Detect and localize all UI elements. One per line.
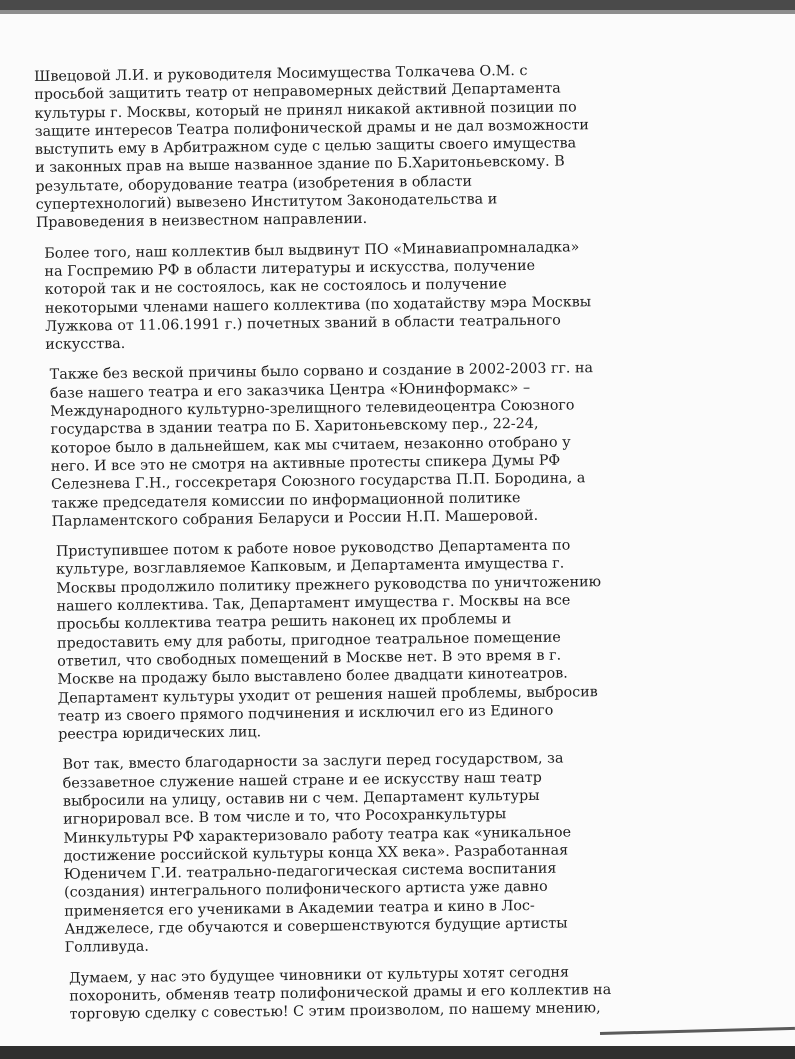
text-line: Москве на продажу было выставлено более двадцати кинотеатров. (57, 665, 568, 688)
text-line: (создания) интегрального полифонического артиста уже давно (63, 879, 548, 902)
text-line: результате, оборудование театра (изобретения в области (35, 173, 473, 195)
text-line: Международного культурно-зрелищного телевидеоцентра Союзного (50, 397, 575, 420)
text-line: театр из своего прямого подчинения и исключил его из Единого (57, 702, 554, 725)
text-line: просьбы коллектива театра решить наконец их проблемы и (56, 611, 512, 634)
text-line: Минкультуры РФ характеризовало работу театра как «уникальное (63, 824, 572, 847)
text-line: искусства. (45, 336, 126, 354)
text-line: Более того, наш коллектив был выдвинут ПО «Минавиапромналадка» (44, 239, 580, 262)
document-body (34, 59, 774, 1036)
paragraph-5 (42, 747, 772, 957)
text-line: Юденичем Г.И. театрально-педагогическая система воспитания (63, 860, 557, 883)
text-line: Также без веской причины было сорвано и создание в 2002-2003 гг. на (49, 360, 594, 384)
text-line: торговую сделку с совестью! С этим произволом, по нашему мнению, (69, 1000, 601, 1023)
text-line: беззаветное служение нашей стране и ее искусству наш театр (62, 769, 542, 792)
text-line: на Госпремию РФ в области литературы и искусства, получение (44, 257, 536, 280)
text-line: применяется его учениками в Академии театра и кино в Лос- (64, 897, 535, 920)
paragraph-4 (40, 534, 770, 744)
text-line: Думаем, у нас это будущее чиновники от культуры хотят сегодня (69, 964, 570, 987)
text-line: Вот так, вместо благодарности за заслуги перед государством, за (62, 750, 564, 774)
text-line: выбросили на улицу, оставив ни с чем. Департамент культуры (62, 787, 540, 810)
text-line: достижение российской культуры конца XX века». Разработанная (63, 842, 569, 865)
text-line: которой так и не состоялось, как не состоялось и получение (44, 276, 507, 299)
text-line: защите интересов Театра полифонической драмы и не дал возможности (34, 117, 589, 140)
text-line: и законных прав на выше названное здание по Б.Харитоньевскому. В (35, 154, 565, 177)
text-line: супертехнологий) вывезено Институтом Законодательства и (35, 191, 498, 214)
text-line: нашего коллектива. Так, Департамент имущества г. Москвы на все (56, 592, 571, 615)
text-line: Москвы продолжило политику прежнего руководства по уничтожению (56, 573, 602, 597)
text-line: Швецовой Л.И. и руководителя Мосимущества Толкачева О.М. с (34, 62, 528, 85)
text-line: культуры г. Москвы, который не принял никакой активной позиции по (34, 98, 577, 122)
text-line: Правоведения в неизвестном направлении. (35, 211, 368, 232)
text-line: Селезнева Г.Н., госсекретаря Союзного государства П.П. Бородина, а (50, 470, 586, 494)
text-line: также председателя комиссии по информационной политике (51, 489, 521, 512)
text-line: игнорировал все. В том числе и то, что Росохранкультуры (63, 806, 507, 828)
text-line: базе нашего театра и его заказчика Центра «Юнинформакс» – (49, 379, 531, 402)
paragraph-3 (38, 358, 768, 532)
text-line: Лужкова от 11.06.1991 г.) почетных званий в области театрального (45, 312, 561, 335)
text-line: похоронить, обменяв театр полифонической драмы и его коллектив на (69, 981, 612, 1005)
scan-top-border (0, 0, 795, 14)
text-line: выступить ему в Арбитражном суде с целью защиты своего имущества (34, 135, 577, 159)
text-line: некоторыми членами нашего коллектива (по ходатайству мэра Москвы (44, 293, 592, 317)
text-line: Приступившее потом к работе новое руководство Департамента по (55, 537, 571, 560)
text-line: реестра юридических лиц. (58, 724, 262, 743)
text-line: него. И все это не смотря на активные протесты спикера Думы РФ (50, 452, 561, 475)
text-line: просьбой защитить театр от неправомерных действий Департамента (34, 80, 561, 104)
scan-top-border-highlight (0, 10, 795, 14)
text-line: которое было в дальнейшем, как мы считаем, незаконно отобрано у (50, 434, 571, 457)
paragraph-2 (36, 236, 765, 355)
paragraph-6 (45, 961, 774, 1025)
text-line: Голливуда. (64, 939, 149, 957)
scan-bottom-border (0, 1046, 795, 1059)
text-line: Департамент культуры уходит от решения нашей проблемы, выбросив (57, 683, 598, 707)
text-line: ответил, что свободных помещений в Москве нет. В это время в г. (57, 647, 562, 670)
text-line: Анджелесе, где обучаются и совершенствуются будущие артисты (64, 915, 568, 938)
text-line: предоставить ему для работы, пригодное театральное помещение (56, 629, 561, 652)
paragraph-1 (34, 59, 764, 233)
text-line: государства в здании театра по Б. Харитоньевскому пер., 22-24, (50, 416, 539, 439)
text-line: Парламентского собрания Беларуси и России Н.П. Машеровой. (51, 507, 539, 530)
text-line: культуре, возглавляемое Капковым, и Департамента имущества г. (56, 555, 565, 579)
